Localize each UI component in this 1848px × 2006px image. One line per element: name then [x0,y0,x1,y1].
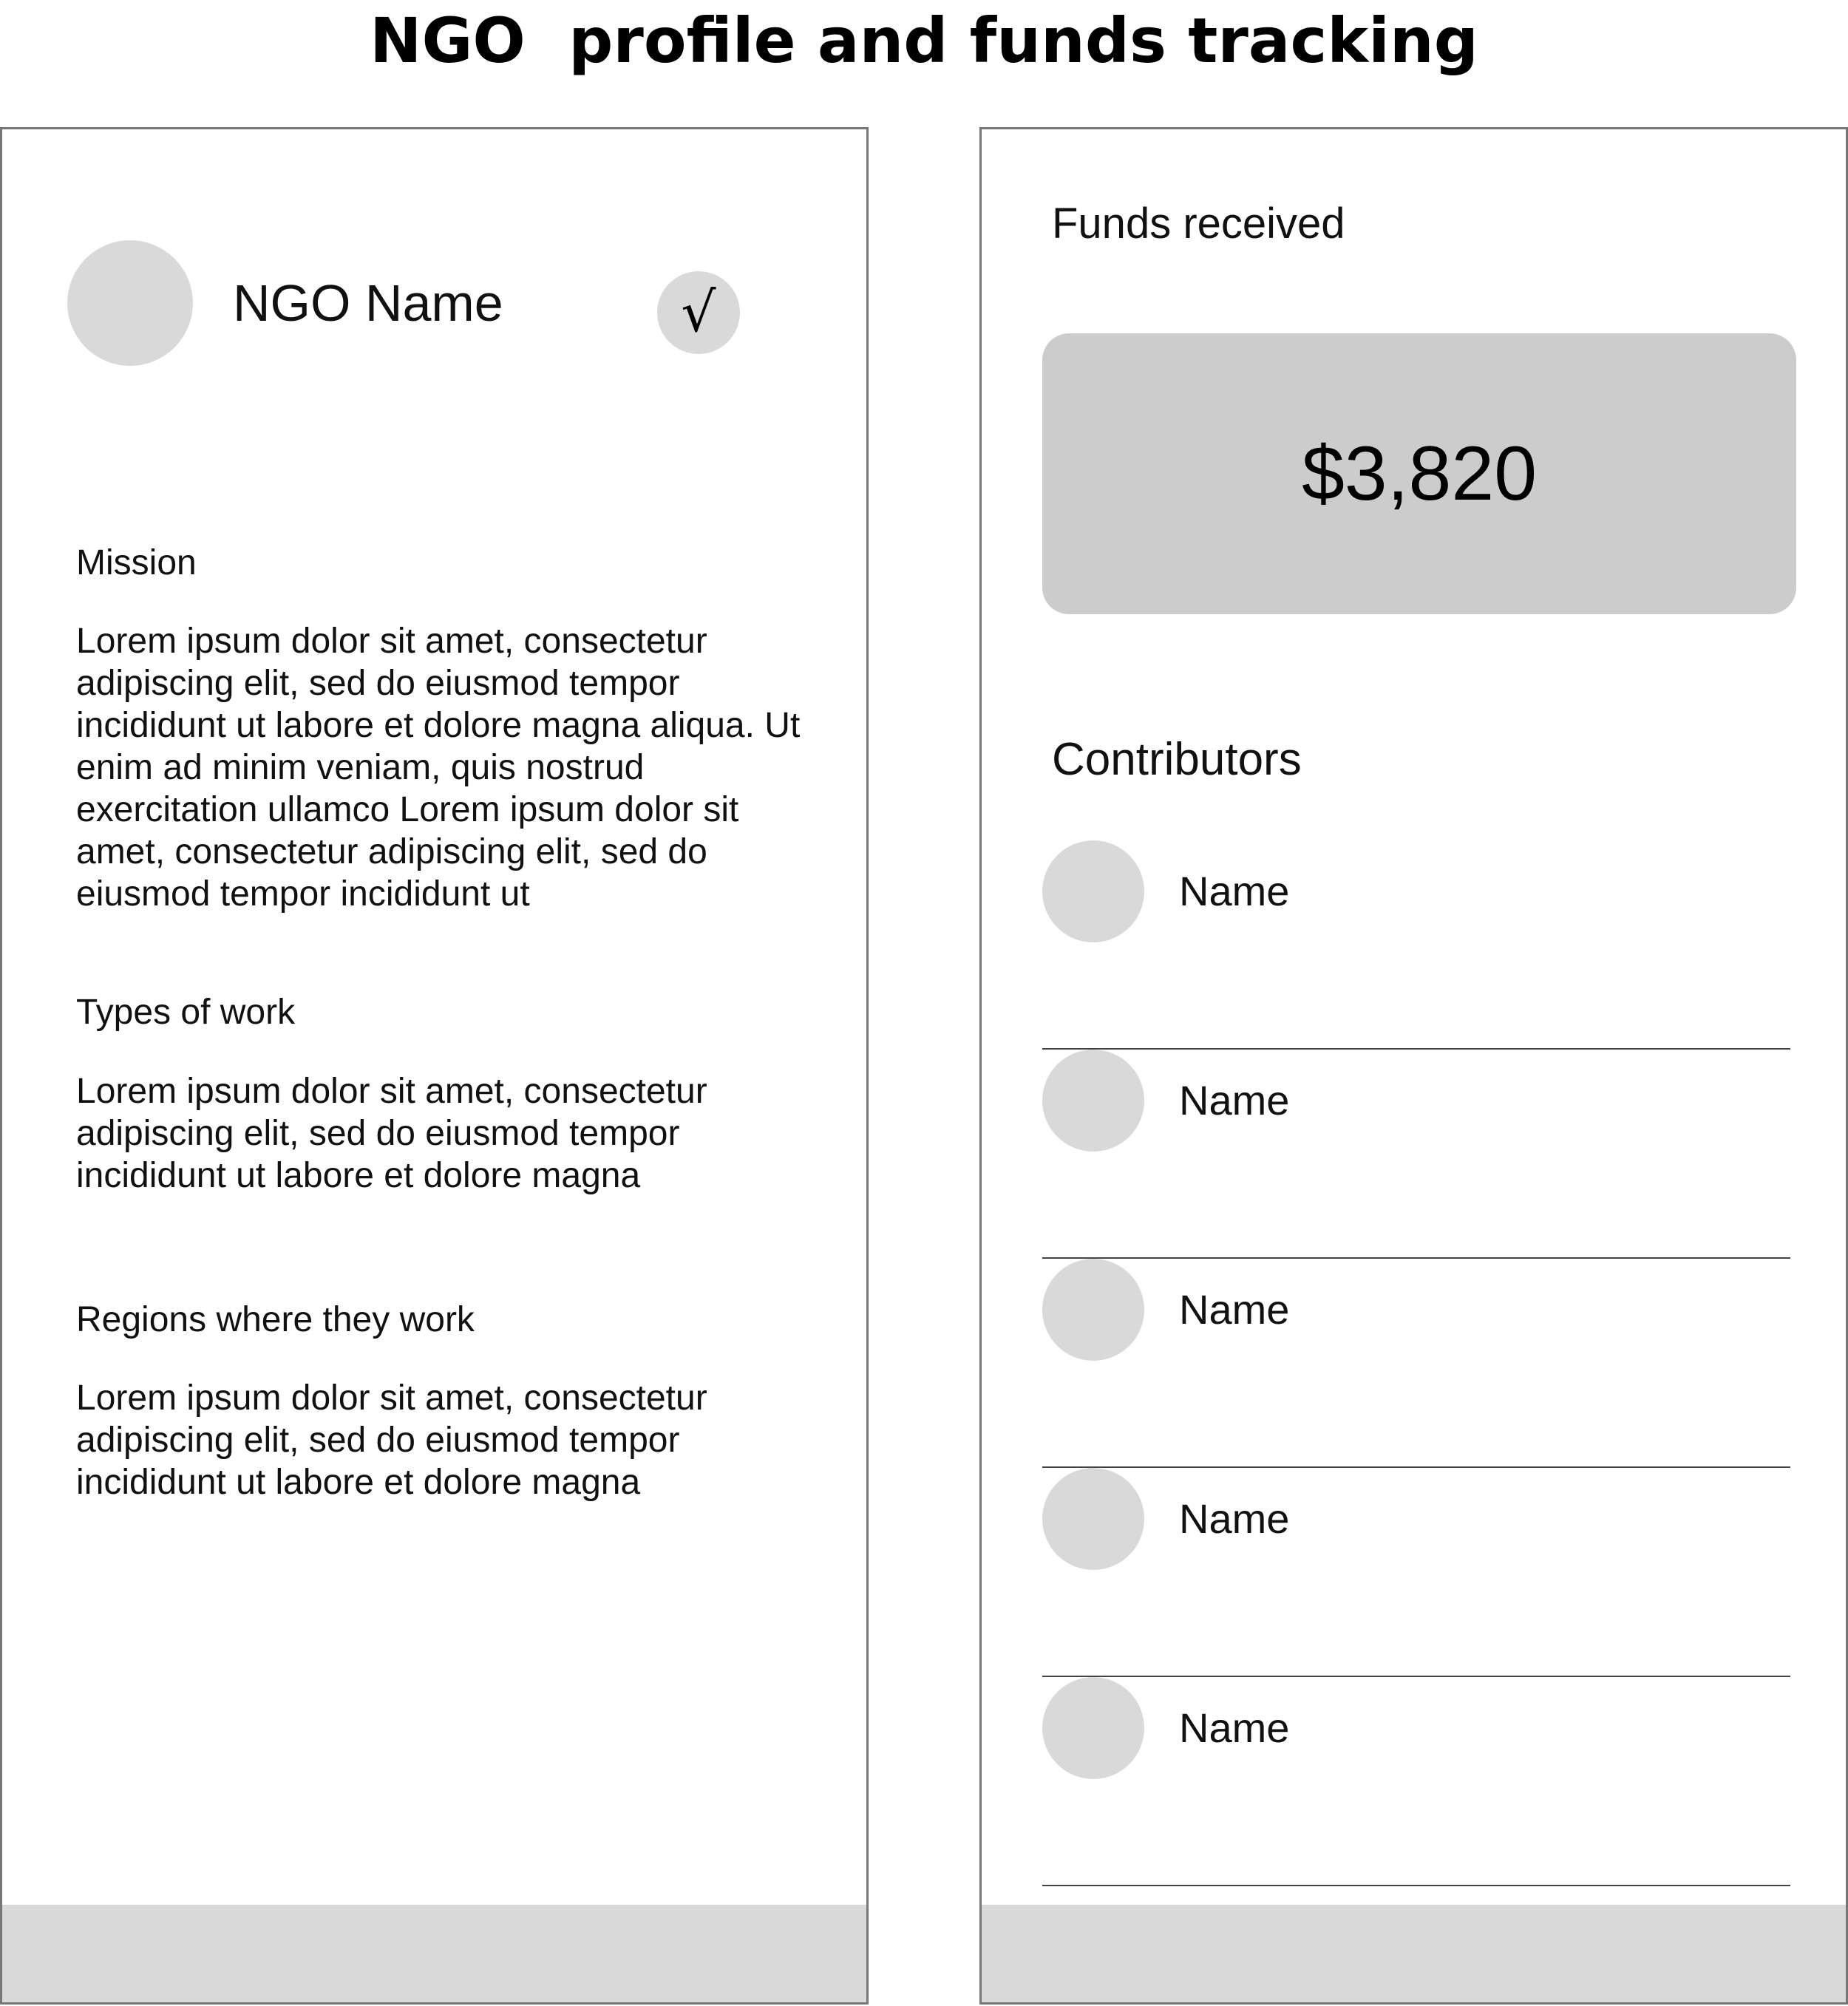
contributor-name: Name [1179,868,1290,914]
types-of-work-text: Lorem ipsum dolor sit amet, consectetur adipiscing elit, sed do eiusmod tempor incididunt ut labore et dolore magna [76,1072,707,1195]
mission-text: Lorem ipsum dolor sit amet, consectetur adipiscing elit, sed do eiusmod tempor incididunt ut labore et dolore magna aliqua. Ut enim ad minim veniam, quis nostrud exercitation ullamco Lorem ipsum dolor sit amet, consectetur adipiscing elit, sed do eiusmod tempor incididunt ut [76,622,801,914]
contributor-avatar [1042,840,1144,942]
contributor-row[interactable] [1042,1259,1790,1468]
contributor-row[interactable] [1042,1677,1790,1886]
bottom-navigation-bar[interactable] [982,1905,1846,2002]
funds-tracking-screen [979,127,1848,2005]
check-mark-icon: √ [681,281,716,344]
contributor-name: Name [1179,1286,1290,1333]
regions-text: Lorem ipsum dolor sit amet, consectetur adipiscing elit, sed do eiusmod tempor incididunt ut labore et dolore magna [76,1378,707,1502]
bottom-navigation-bar[interactable] [2,1905,866,2002]
page-title: NGO profile and funds tracking [370,4,1478,77]
contributor-name: Name [1179,1495,1290,1542]
funds-total-card [1042,333,1796,614]
contributor-name: Name [1179,1704,1290,1751]
ngo-name: NGO Name [233,274,503,332]
contributor-row[interactable] [1042,840,1790,1050]
types-of-work-heading: Types of work [76,993,296,1032]
contributor-avatar [1042,1050,1144,1152]
contributor-name: Name [1179,1077,1290,1123]
ngo-profile-screen [0,127,869,2005]
contributor-row[interactable] [1042,1050,1790,1259]
contributors-heading: Contributors [1052,734,1302,785]
regions-heading: Regions where they work [76,1300,475,1339]
contributor-list [1042,840,1790,1886]
funds-amount: $3,820 [1301,431,1538,517]
ngo-avatar [67,240,193,366]
funds-received-label: Funds received [1052,200,1345,248]
contributor-avatar [1042,1468,1144,1570]
contributor-avatar [1042,1259,1144,1361]
contributor-avatar [1042,1677,1144,1779]
verified-button[interactable] [657,271,740,354]
mission-heading: Mission [76,543,197,582]
contributor-row[interactable] [1042,1468,1790,1677]
